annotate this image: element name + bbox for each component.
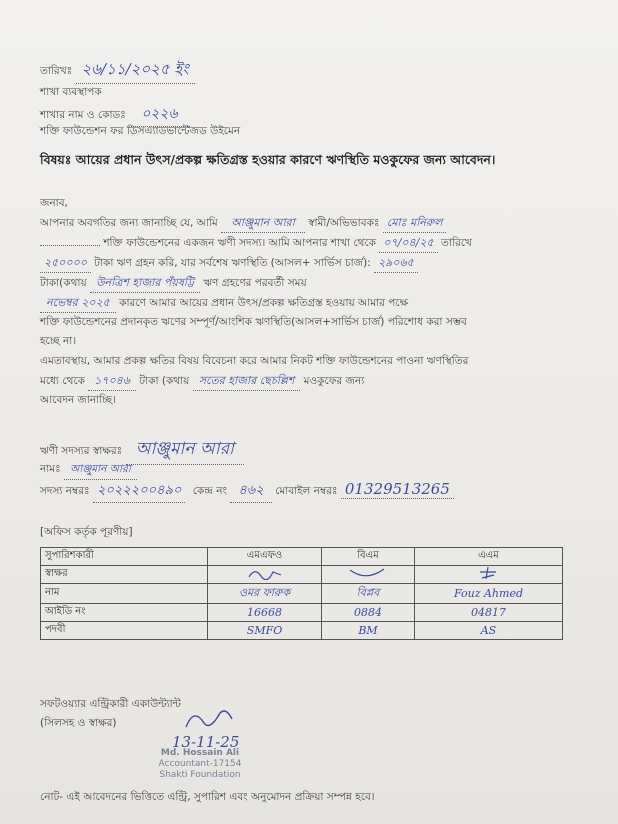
table-row <box>41 584 563 604</box>
damage-time-field: নভেম্বর ২০২৫ <box>40 293 116 313</box>
am-designation: AS <box>414 622 562 640</box>
mobile-label: মোবাইল নম্বরঃ <box>275 485 338 497</box>
para1-text-3: শক্তি ফাউন্ডেশনের একজন ঋণী সদস্য। আমি আপনার শাখা থেকে <box>103 237 377 249</box>
stamp-name: Md. Hossain Ali <box>160 748 240 758</box>
office-section-title: [অফিস কর্তৃক পূরণীয়] <box>40 526 133 538</box>
para2-text-2: মধ্যে থেকে <box>40 375 85 387</box>
accountant-date: 13-11-25 <box>172 733 240 751</box>
accountant-title: সফটওয়্যার এন্ট্রিকারী একাউন্ট্যান্ট <box>40 698 181 710</box>
para1-text-8: কারণে আমার আয়ের প্রধান উৎস/প্রকল্প ক্ষতিগ্রস্ত হওয়ায় আমার পক্ষে <box>119 297 409 309</box>
paragraph-1 <box>40 213 565 351</box>
row-label: আইডি নং <box>41 604 208 622</box>
waiver-words-field: সতের হাজার ছেচল্লিশ <box>193 371 301 391</box>
member-name-label: নামঃ <box>40 463 61 475</box>
row-label: পদবী <box>41 622 208 640</box>
balance-field: ২৯০৬৫ <box>374 253 418 273</box>
row-label: স্বাক্ষর <box>41 566 208 584</box>
member-signature: আঞ্জুমান আরা <box>126 436 244 465</box>
am-signature <box>414 566 562 584</box>
stamp-org: Shakti Foundation <box>159 770 241 780</box>
date-value: ২৬/১১/২০২৫ ইং <box>76 58 195 84</box>
table-header: এমএফও <box>208 548 322 566</box>
para2-text-3: টাকা (কথায় <box>139 375 190 387</box>
para1-text-5: টাকা ঋণ গ্রহন করি, যার সর্বশেষ ঋণস্থিতি (আসল+ সার্ভিস চার্জ): <box>94 257 371 269</box>
salutation: জনাব, <box>40 197 68 209</box>
org-line: শক্তি ফাউন্ডেশন ফর ডিসএ্যাডভান্টেজড উইমেন <box>40 125 241 137</box>
bm-signature <box>322 566 415 584</box>
para2-text-4: মওকুফের জন্য <box>303 375 365 387</box>
accountant-signature <box>180 705 240 735</box>
mfo-signature <box>208 566 322 584</box>
center-number: ৪৬২ <box>230 481 271 503</box>
am-name: Fouz Ahmed <box>414 584 562 604</box>
table-row <box>41 566 563 584</box>
para1-text-1: আপনার অবগতির জন্য জানাচ্ছি যে, আমি <box>40 217 218 229</box>
para1-text-9: শক্তি ফাউন্ডেশনের প্রদানকৃত ঋণের সম্পূর্ণ/আংশিক ঋণস্থিতি(আসল+সার্ভিস চার্জ) পরিশোধ করা সম্ভব <box>40 316 467 328</box>
mfo-designation: SMFO <box>208 622 322 640</box>
table-header: এএম <box>414 548 562 566</box>
para2-text-1: এমতাবস্থায়, আমার প্রকল্প ক্ষতির বিষয় বিবেচনা করে আমার নিকট শক্তি ফাউন্ডেশনের পাওনা ঋণস্থিতির <box>40 355 469 367</box>
loan-amount-field: ২৫০০০০ <box>40 253 91 273</box>
member-signature-label: ঋণী সদস্যর স্বাক্ষরঃ <box>40 445 123 457</box>
member-name: আঞ্জুমান আরা <box>64 462 137 480</box>
para1-text-2: স্বামী/অভিভাবকঃ <box>308 217 380 229</box>
table-header-row <box>41 548 563 566</box>
table-header: সুপারিশকারী <box>41 548 208 566</box>
subject-line: বিষয়ঃ আয়ের প্রধান উৎস/প্রকল্প ক্ষতিগ্রস্ত হওয়ার কারণে ঋণস্থিতি মওকুফের জন্য আবেদন। <box>40 152 496 167</box>
para1-text-10: হচ্ছে না। <box>40 335 77 347</box>
accountant-stamp <box>150 748 250 781</box>
office-table <box>40 547 563 640</box>
member-id-line <box>40 480 454 503</box>
blank-dots <box>40 245 100 246</box>
mfo-id: 16668 <box>208 604 322 622</box>
signature-scribble <box>348 566 388 580</box>
member-id: ২০২২২০০৪৯০ <box>93 481 186 503</box>
loan-date-field: ০৭/০৪/২৫ <box>379 233 437 253</box>
table-row <box>41 622 563 640</box>
bm-designation: BM <box>322 622 415 640</box>
bm-name: বিপ্লব <box>322 584 415 604</box>
bm-id: 0884 <box>322 604 415 622</box>
am-id: 04817 <box>414 604 562 622</box>
date-line <box>40 58 195 84</box>
footer-note: নোট- এই আবেদনের ভিত্তিতে এন্ট্রি, সুপারিশ এবং অনুমোদন প্রক্রিয়া সম্পন্ন হবে। <box>40 791 375 803</box>
table-header: বিএম <box>322 548 415 566</box>
para1-text-4: তারিখে <box>441 237 472 249</box>
manager-line: শাখা ব্যবস্থাপক <box>40 86 102 98</box>
member-name-field: আঞ্জুমান আরা <box>221 213 305 233</box>
center-label: কেন্দ্র নং <box>192 485 228 497</box>
branch-label: শাখার নাম ও কোডঃ <box>40 109 126 121</box>
mfo-name: ওমর ফারুক <box>208 584 322 604</box>
para1-text-6: টাকা(কথায় <box>40 277 87 289</box>
table-row <box>41 604 563 622</box>
accountant-subtitle: (সিলসহ ও স্বাক্ষর) <box>40 717 117 729</box>
member-signature-line <box>40 436 244 465</box>
branch-value: ০২২৬ <box>129 102 189 127</box>
member-id-label: সদস্য নম্বরঃ <box>40 485 90 497</box>
para2-text-5: আবেদন জানাচ্ছি। <box>40 394 116 406</box>
stamp-role: Accountant-17154 <box>158 759 242 769</box>
para1-text-7: ঋণ গ্রহণের পরবর্তী সময় <box>203 277 307 289</box>
mobile-number: 01329513265 <box>341 480 454 499</box>
signature-scribble <box>468 566 508 580</box>
member-name-line <box>40 462 137 480</box>
waiver-amount-field: ১৭০৪৬ <box>88 371 136 391</box>
balance-words-field: উনত্রিশ হাজার পঁয়ষট্টি <box>90 273 200 293</box>
guardian-field: মোঃ মনিরুল <box>383 213 447 233</box>
paragraph-2 <box>40 352 565 410</box>
date-label: তারিখঃ <box>40 65 73 77</box>
signature-scribble <box>245 566 285 580</box>
row-label: নাম <box>41 584 208 604</box>
